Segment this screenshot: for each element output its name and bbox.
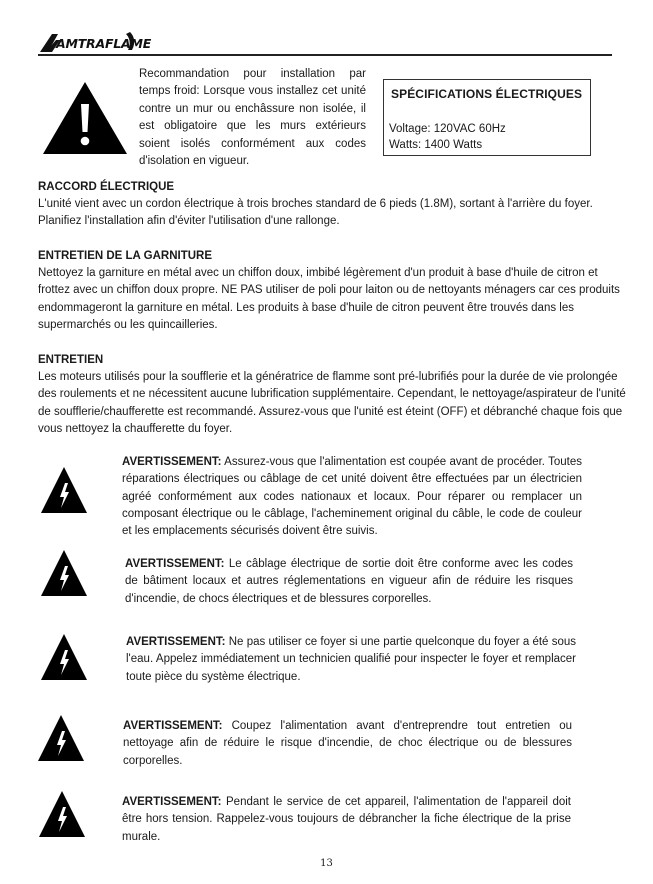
section-body: Nettoyez la garniture en métal avec un chiffon doux, imbibé légèrement d'un produit à base d'huile de citron et frottez avec un chiffon doux propre. NE PAS utiliser de poli pour laiton ou de nettoyants ménagers car ces produits endommageront la garniture en métal. Les produits à base d'huile de citron peuvent être trouvés dans les supermarchés ou les quincailleries. [38, 267, 620, 331]
electric-shock-warning-icon [40, 466, 88, 514]
section-heading: RACCORD ÉLECTRIQUE [38, 181, 175, 193]
warning-label: AVERTISSEMENT: [123, 720, 223, 732]
warning-block [126, 634, 576, 686]
electrical-specs-title: SPÉCIFICATIONS ÉLECTRIQUES [391, 87, 583, 101]
header-rule [38, 54, 612, 56]
brand-logo-text: AMTRAFLAME [56, 36, 152, 51]
electric-shock-warning-icon [37, 714, 85, 762]
electric-shock-warning-icon [40, 549, 88, 597]
warning-block [125, 556, 573, 608]
section-maintenance [38, 352, 628, 438]
warning-text: Assurez-vous que l'alimentation est coupée avant de procéder. Toutes réparations électriques ou câblage de cet unité doivent être effectuées par un électricien agréé conformément aux codes nationaux et locaux. Pour réparer ou remplacer un composant électrique ou le câblage, l'acheminement original du câble, le code de couleur et les emplacements sécurisés doivent être suivis. [122, 456, 582, 536]
page-number: 13 [320, 858, 333, 869]
warning-block [122, 794, 571, 846]
cold-weather-recommendation: Recommandation pour installation par temps froid: Lorsque vous installez cet unité contre un mur ou enchâssure non isolée, il est obligatoire que les murs extérieurs soient isolés conformément aux codes d'isolation en vigueur. [139, 68, 366, 168]
section-heading: ENTRETIEN [38, 354, 104, 366]
spec-watts: Watts: 1400 Watts [389, 139, 483, 151]
warning-label: AVERTISSEMENT: [122, 796, 222, 808]
warning-block [122, 454, 582, 536]
warning-label: AVERTISSEMENT: [122, 456, 222, 468]
warning-label: AVERTISSEMENT: [126, 636, 226, 648]
electric-shock-warning-icon [40, 633, 88, 681]
warning-text: Pendant le service de cet appareil, l'alimentation de l'appareil doit être hors tension. Rappelez-vous toujours de débrancher la fiche électrique de la prise murale. [122, 796, 571, 843]
warning-block [123, 718, 572, 770]
section-electrical-connection [38, 179, 628, 231]
warning-label: AVERTISSEMENT: [125, 558, 225, 570]
section-trim-maintenance [38, 248, 628, 334]
warning-text: Le câblage électrique de sortie doit être conforme avec les codes de bâtiment locaux et autres réglementations en vigueur afin de réduire les risques d'incendie, de chocs électriques et de blessures corporelles. [125, 558, 573, 605]
warning-text: Coupez l'alimentation avant d'entreprendre tout entretien ou nettoyage afin de réduire le risque d'incendie, de choc électrique ou de blessures corporelles. [123, 720, 572, 767]
section-body: Les moteurs utilisés pour la soufflerie et la génératrice de flamme sont pré-lubrifiés pour la durée de vie prolongée des roulements et ne nécessitent aucune lubrification supplémentaire. Cependant, le nettoyage/aspirateur de l'unité de soufflerie/chaufferette est recommandé. Assurez-vous que l'unité est éteint (OFF) et débranché chaque fois que vous nettoyez la chaufferette du foyer. [38, 371, 626, 435]
warning-exclamation-icon [41, 80, 129, 156]
section-body: L'unité vient avec un cordon électrique à trois broches standard de 6 pieds (1.8M), sortant à l'arrière du foyer. Planifiez l'installation afin d'éviter l'utilisation d'une rallonge. [38, 198, 593, 228]
electrical-specs-box [383, 79, 591, 156]
electric-shock-warning-icon [38, 790, 86, 838]
warning-text: Ne pas utiliser ce foyer si une partie quelconque du foyer a été sous l'eau. Appelez immédiatement un technicien qualifié pour inspecter le foyer et remplacer toute pièce du système électrique. [126, 636, 577, 683]
section-heading: ENTRETIEN DE LA GARNITURE [38, 250, 212, 262]
spec-voltage: Voltage: 120VAC 60Hz [389, 123, 506, 135]
